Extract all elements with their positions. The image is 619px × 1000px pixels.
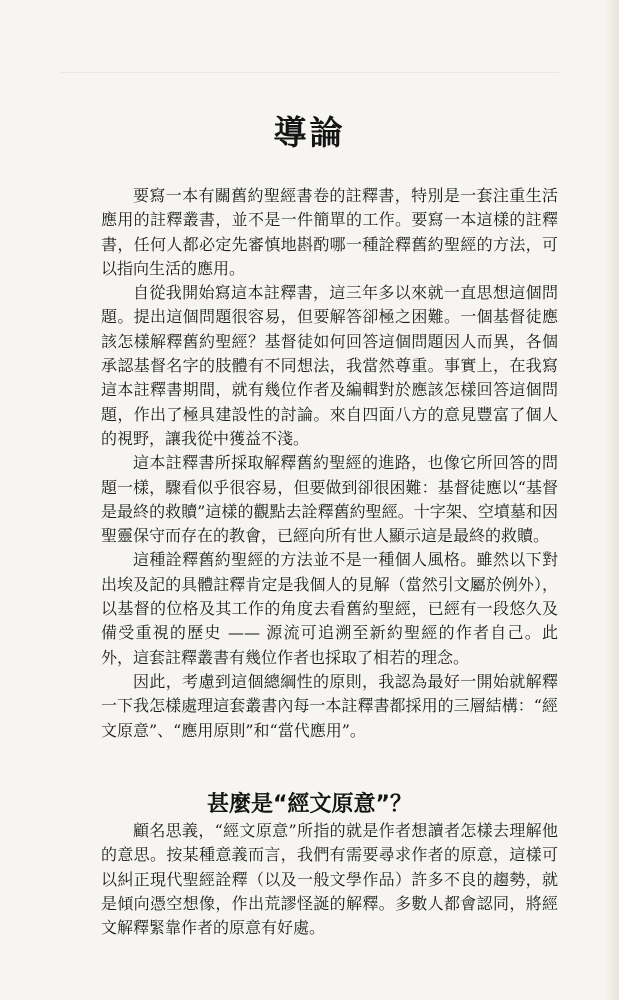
intro-body: [101, 184, 558, 743]
chapter-title: 導論: [273, 113, 346, 152]
paragraph-4: 這種詮釋舊約聖經的方法並不是一種個人風格。雖然以下對出埃及記的具體註釋肯定是我個人的見解（當然引文屬於例外），以基督的位格及其工作的角度去看舊約聖經，已經有一段悠久及備受重視的歷史 —— 源流可追溯至新約聖經的作者自己。此外，這套註釋叢書有幾位作者也採取了相若的理念。: [101, 550, 558, 667]
section-paragraph-1: 顧名思義，“經文原意”所指的就是作者想讀者怎樣去理解他的意思。按某種意義而言，我們有需要尋求作者的原意，這樣可以糾正現代聖經詮釋（以及一般文學作品）許多不良的趨勢，就是傾向憑空想像，作出荒謬怪誕的解釋。多數人都會認同，將經文解釋緊靠作者的原意有好處。: [101, 821, 558, 938]
section-body: [101, 819, 558, 940]
paragraph-5: 因此，考慮到這個總綱性的原則，我認為最好一開始就解釋一下我怎樣處理這套叢書內每一本註釋書都採用的三層結構：“經文原意”、“應用原則”和“當代應用”。: [101, 671, 558, 740]
paragraph-1: 要寫一本有關舊約聖經書卷的註釋書，特別是一套注重生活應用的註釋叢書，並不是一件簡單的工作。要寫一本這樣的註釋書，任何人都必定先審慎地斟酌哪一種詮釋舊約聖經的方法，可以指向生活的應用。: [101, 186, 558, 278]
paragraph-3: 這本註釋書所採取解釋舊約聖經的進路，也像它所回答的問題一樣，驟看似乎很容易，但要做到卻很困難：基督徒應以“基督是最終的救贖”這樣的觀點去詮釋舊約聖經。十字架、空墳墓和因聖靈保守而存在的教會，已經向所有世人顯示這是最終的救贖。: [101, 453, 558, 546]
section-heading: 甚麼是“經文原意”？: [207, 792, 412, 817]
paragraph-2: 自從我開始寫這本註釋書，這三年多以來就一直思想這個問題。提出這個問題很容易，但要解答卻極之困難。一個基督徒應該怎樣解釋舊約聖經？基督徒如何回答這個問題因人而異，各個承認基督名字的肢體有不同想法，我當然尊重。事實上，在我寫這本註釋書期間，就有幾位作者及編輯對於應該怎樣回答這個問題，作出了極具建設性的討論。來自四面八方的意見豐富了個人的視野，讓我從中獲益不淺。: [101, 283, 558, 448]
bleed-through-header: [60, 58, 559, 73]
